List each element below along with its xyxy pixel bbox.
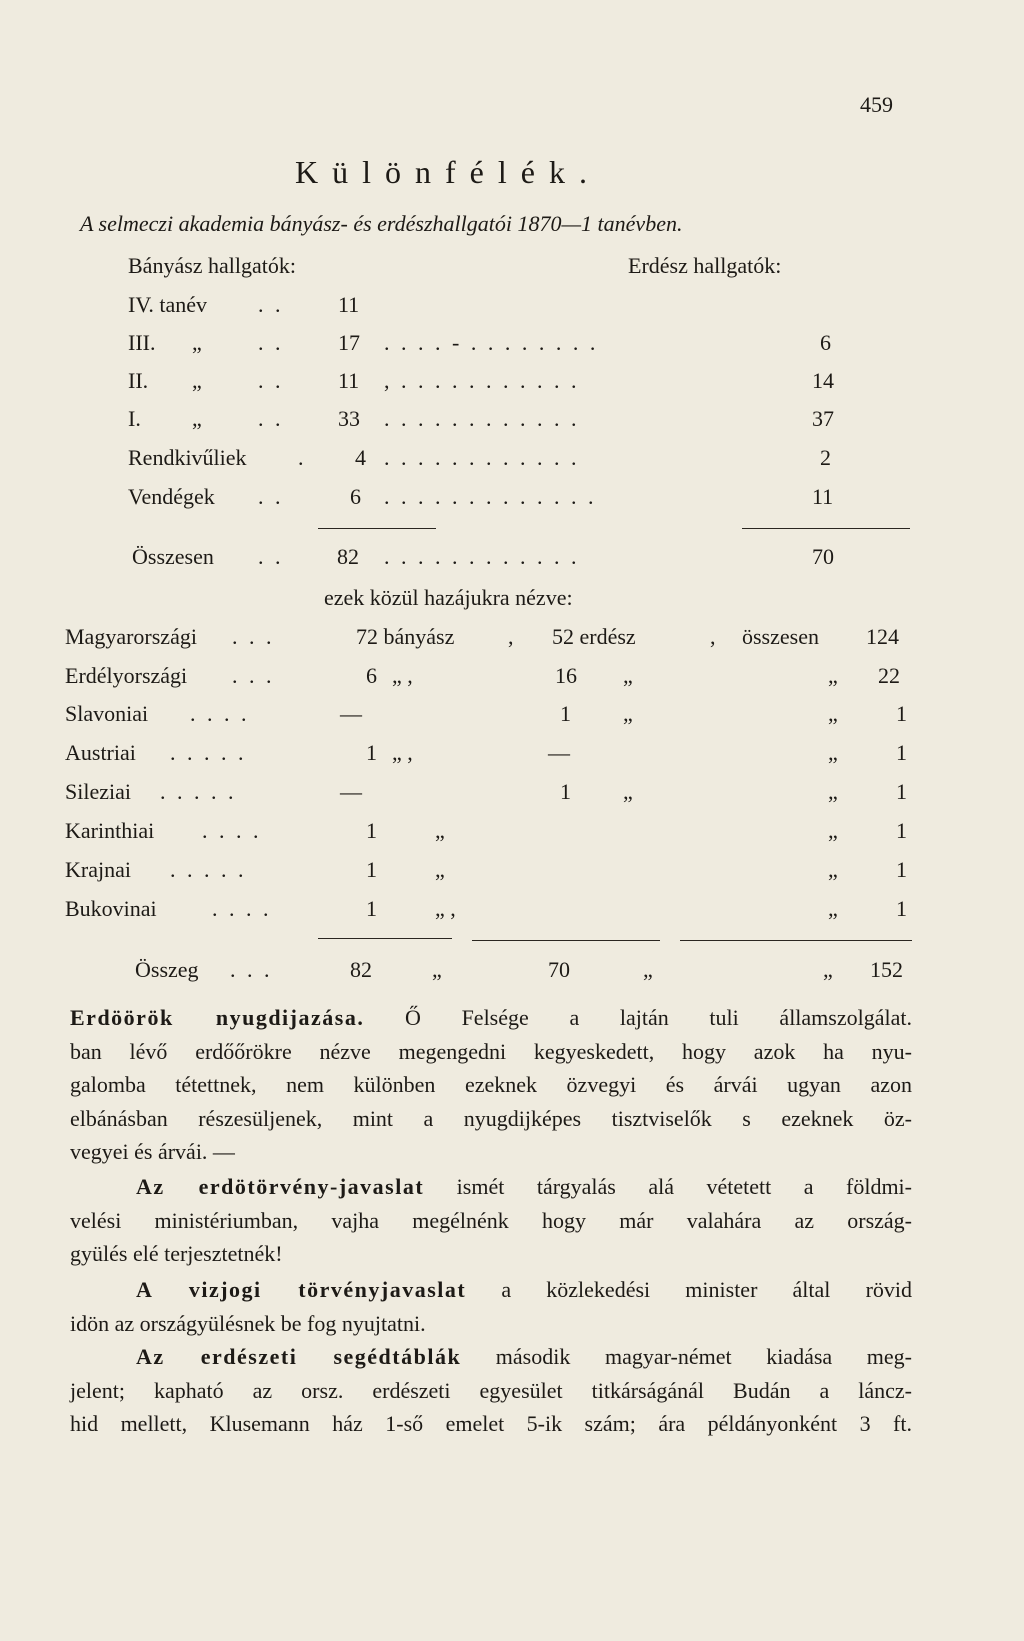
sum-rule [742, 528, 910, 529]
news-item-text: második magyar-német kiadása meg- [461, 1344, 912, 1369]
news-item-heading: Az erdészeti segédtáblák [136, 1344, 462, 1369]
separator: „ [435, 818, 445, 843]
miner-count: 1 [366, 818, 377, 843]
ditto-mark: „ [192, 406, 202, 431]
news-item-text: idön az országyülésnek be fog nyujtatni. [70, 1310, 426, 1336]
row-total: 1 [896, 701, 907, 726]
miners-column-label: Bányász hallgatók: [128, 253, 297, 278]
ditto-mark: „ [192, 368, 202, 393]
page-number: 459 [860, 92, 893, 117]
news-item-heading: A vizjogi törvényjavaslat [136, 1277, 467, 1302]
leader-dots: . . . . . . . . . . . . [384, 445, 580, 470]
row-total: 22 [878, 663, 900, 688]
miner-count: 6 [350, 484, 361, 509]
row-label: I. [128, 406, 141, 431]
total-label: „ [823, 957, 833, 982]
leader-dots: . . . [230, 957, 273, 982]
leader-dots: . . [258, 292, 284, 317]
forester-count: 2 [820, 445, 831, 470]
sum-rule [318, 528, 436, 529]
miner-count: — [340, 779, 362, 804]
news-item-text: hid mellett, Klusemann ház 1-ső emelet 5-ik szám; ára példányonként 3 ft. [70, 1411, 912, 1436]
leader-dots: . . . . [212, 896, 272, 921]
leader-dots: . . . . [190, 701, 250, 726]
news-item-text: velési ministériumban, vajha megélnénk hogy már valahára az ország- [70, 1207, 912, 1233]
leader-dots: . . [258, 544, 284, 569]
row-label: Bukovinai [65, 896, 157, 921]
row-label: Slavoniai [65, 701, 149, 726]
total-label: „ [828, 857, 838, 882]
row-label: Erdélyországi [65, 663, 188, 688]
leader-dots: . [298, 445, 307, 470]
news-item-text: ismét tárgyalás alá vétetett a földmi- [424, 1174, 912, 1199]
leader-dots: . . [258, 484, 284, 509]
total-label: „ [828, 818, 838, 843]
news-item-text: elbánásban részesüljenek, mint a nyugdijképes tisztviselők s ezeknek öz- [70, 1105, 912, 1131]
leader-dots: . . . . . [160, 779, 237, 804]
separator: „ [623, 779, 633, 804]
miner-count: 17 [338, 330, 360, 355]
news-item-text: vegyei és árvái. — [70, 1139, 235, 1164]
news-item-text: ban lévő erdőőrökre nézve megengedni kegyeskedett, hogy azok ha nyu- [70, 1038, 912, 1064]
leader-dots: . . [258, 368, 284, 393]
miner-count: 1 [366, 740, 377, 765]
total-label: „ [828, 896, 838, 921]
row-label: III. [128, 330, 156, 355]
news-item-text: gyülés elé terjesztetnék! [70, 1241, 283, 1266]
forester-total: 70 [812, 544, 834, 569]
section-heading: Különfélék. [295, 154, 601, 190]
sum-rule [318, 938, 452, 939]
miner-count: 33 [338, 406, 360, 431]
miner-count: — [340, 701, 362, 726]
row-total: 1 [896, 740, 907, 765]
forester-count: 1 [560, 779, 571, 804]
separator: „ , [392, 740, 413, 765]
row-label: Rendkivűliek [128, 445, 247, 470]
leader-dots: . . . . - . . . . . . . . [384, 330, 599, 355]
row-label: Magyarországi [65, 624, 197, 649]
total-label: Összeg [135, 957, 199, 982]
leader-dots: . . . . . [170, 857, 247, 882]
row-label: IV. tanév [128, 292, 208, 317]
miner-total: 82 [337, 544, 359, 569]
separator: , [508, 624, 514, 649]
leader-dots: . . [258, 330, 284, 355]
sum-rule [680, 940, 912, 941]
forester-count: 11 [812, 484, 834, 509]
row-total: 1 [896, 857, 907, 882]
miner-count: 6 [366, 663, 377, 688]
forester-count: — [548, 740, 570, 765]
separator: „ [432, 957, 442, 982]
separator: „ , [392, 663, 413, 688]
total-label: összesen [742, 624, 819, 649]
forester-count: 52 erdész [552, 624, 636, 649]
news-item-text: Ő Felsége a lajtán tuli államszolgálat. [364, 1005, 912, 1030]
miner-count: 1 [366, 857, 377, 882]
miner-count: 1 [366, 896, 377, 921]
row-label: Karinthiai [65, 818, 155, 843]
leader-dots: . . . . [202, 818, 262, 843]
row-label: Austriai [65, 740, 136, 765]
total-label: Összesen [132, 544, 214, 569]
news-item-text: galomba tétettnek, nem különben ezeknek özvegyi és árvái ugyan azon [70, 1072, 912, 1097]
table-caption: A selmeczi akademia bányász- és erdészhallgatói 1870—1 tanévben. [80, 211, 683, 236]
separator: „ [643, 957, 653, 982]
miner-total: 82 [350, 957, 372, 982]
miner-count: 72 bányász [356, 624, 455, 649]
row-label: Krajnai [65, 857, 131, 882]
miner-count: 4 [355, 445, 366, 470]
row-total: 1 [896, 818, 907, 843]
leader-dots: . . . . . . . . . . . . [384, 406, 580, 431]
separator: , [710, 624, 716, 649]
row-total: 1 [896, 779, 907, 804]
total-label: „ [828, 701, 838, 726]
forester-count: 1 [560, 701, 571, 726]
forester-total: 70 [548, 957, 570, 982]
forester-count: 16 [555, 663, 577, 688]
leader-dots: . . . [232, 624, 275, 649]
miner-count: 11 [338, 368, 360, 393]
miner-count: 11 [338, 292, 360, 317]
grand-total: 152 [870, 957, 903, 982]
row-label: II. [128, 368, 149, 393]
ditto-mark: „ [192, 330, 202, 355]
news-item-heading: Az erdötörvény-javaslat [136, 1174, 425, 1199]
separator: „ [623, 663, 633, 688]
origin-subheading: ezek közül hazájukra nézve: [324, 585, 573, 610]
leader-dots: . . . . . [170, 740, 247, 765]
leader-dots: . . . [232, 663, 275, 688]
total-label: „ [828, 740, 838, 765]
forester-count: 37 [812, 406, 834, 431]
total-label: „ [828, 663, 838, 688]
separator: „ [435, 857, 445, 882]
foresters-column-label: Erdész hallgatók: [628, 253, 782, 278]
news-item-heading: Erdöörök nyugdijazása. [70, 1005, 365, 1030]
sum-rule [472, 940, 660, 941]
row-label: Sileziai [65, 779, 131, 804]
row-total: 124 [866, 624, 899, 649]
forester-count: 14 [812, 368, 834, 393]
news-item-text: jelent; kapható az orsz. erdészeti egyesület titkárságánál Budán a láncz- [70, 1377, 912, 1403]
leader-dots: , . . . . . . . . . . . [384, 368, 580, 393]
total-label: „ [828, 779, 838, 804]
row-label: Vendégek [128, 484, 215, 509]
separator: „ [623, 701, 633, 726]
news-item [70, 1273, 912, 1340]
news-item [70, 1340, 912, 1441]
row-total: 1 [896, 896, 907, 921]
news-item [70, 1001, 912, 1169]
leader-dots: . . [258, 406, 284, 431]
separator: „ , [435, 896, 456, 921]
leader-dots: . . . . . . . . . . . . . [384, 484, 597, 509]
news-item [70, 1170, 912, 1271]
news-item-text: a közlekedési minister által rövid [466, 1277, 913, 1302]
leader-dots: . . . . . . . . . . . . [384, 544, 580, 569]
forester-count: 6 [820, 330, 831, 355]
